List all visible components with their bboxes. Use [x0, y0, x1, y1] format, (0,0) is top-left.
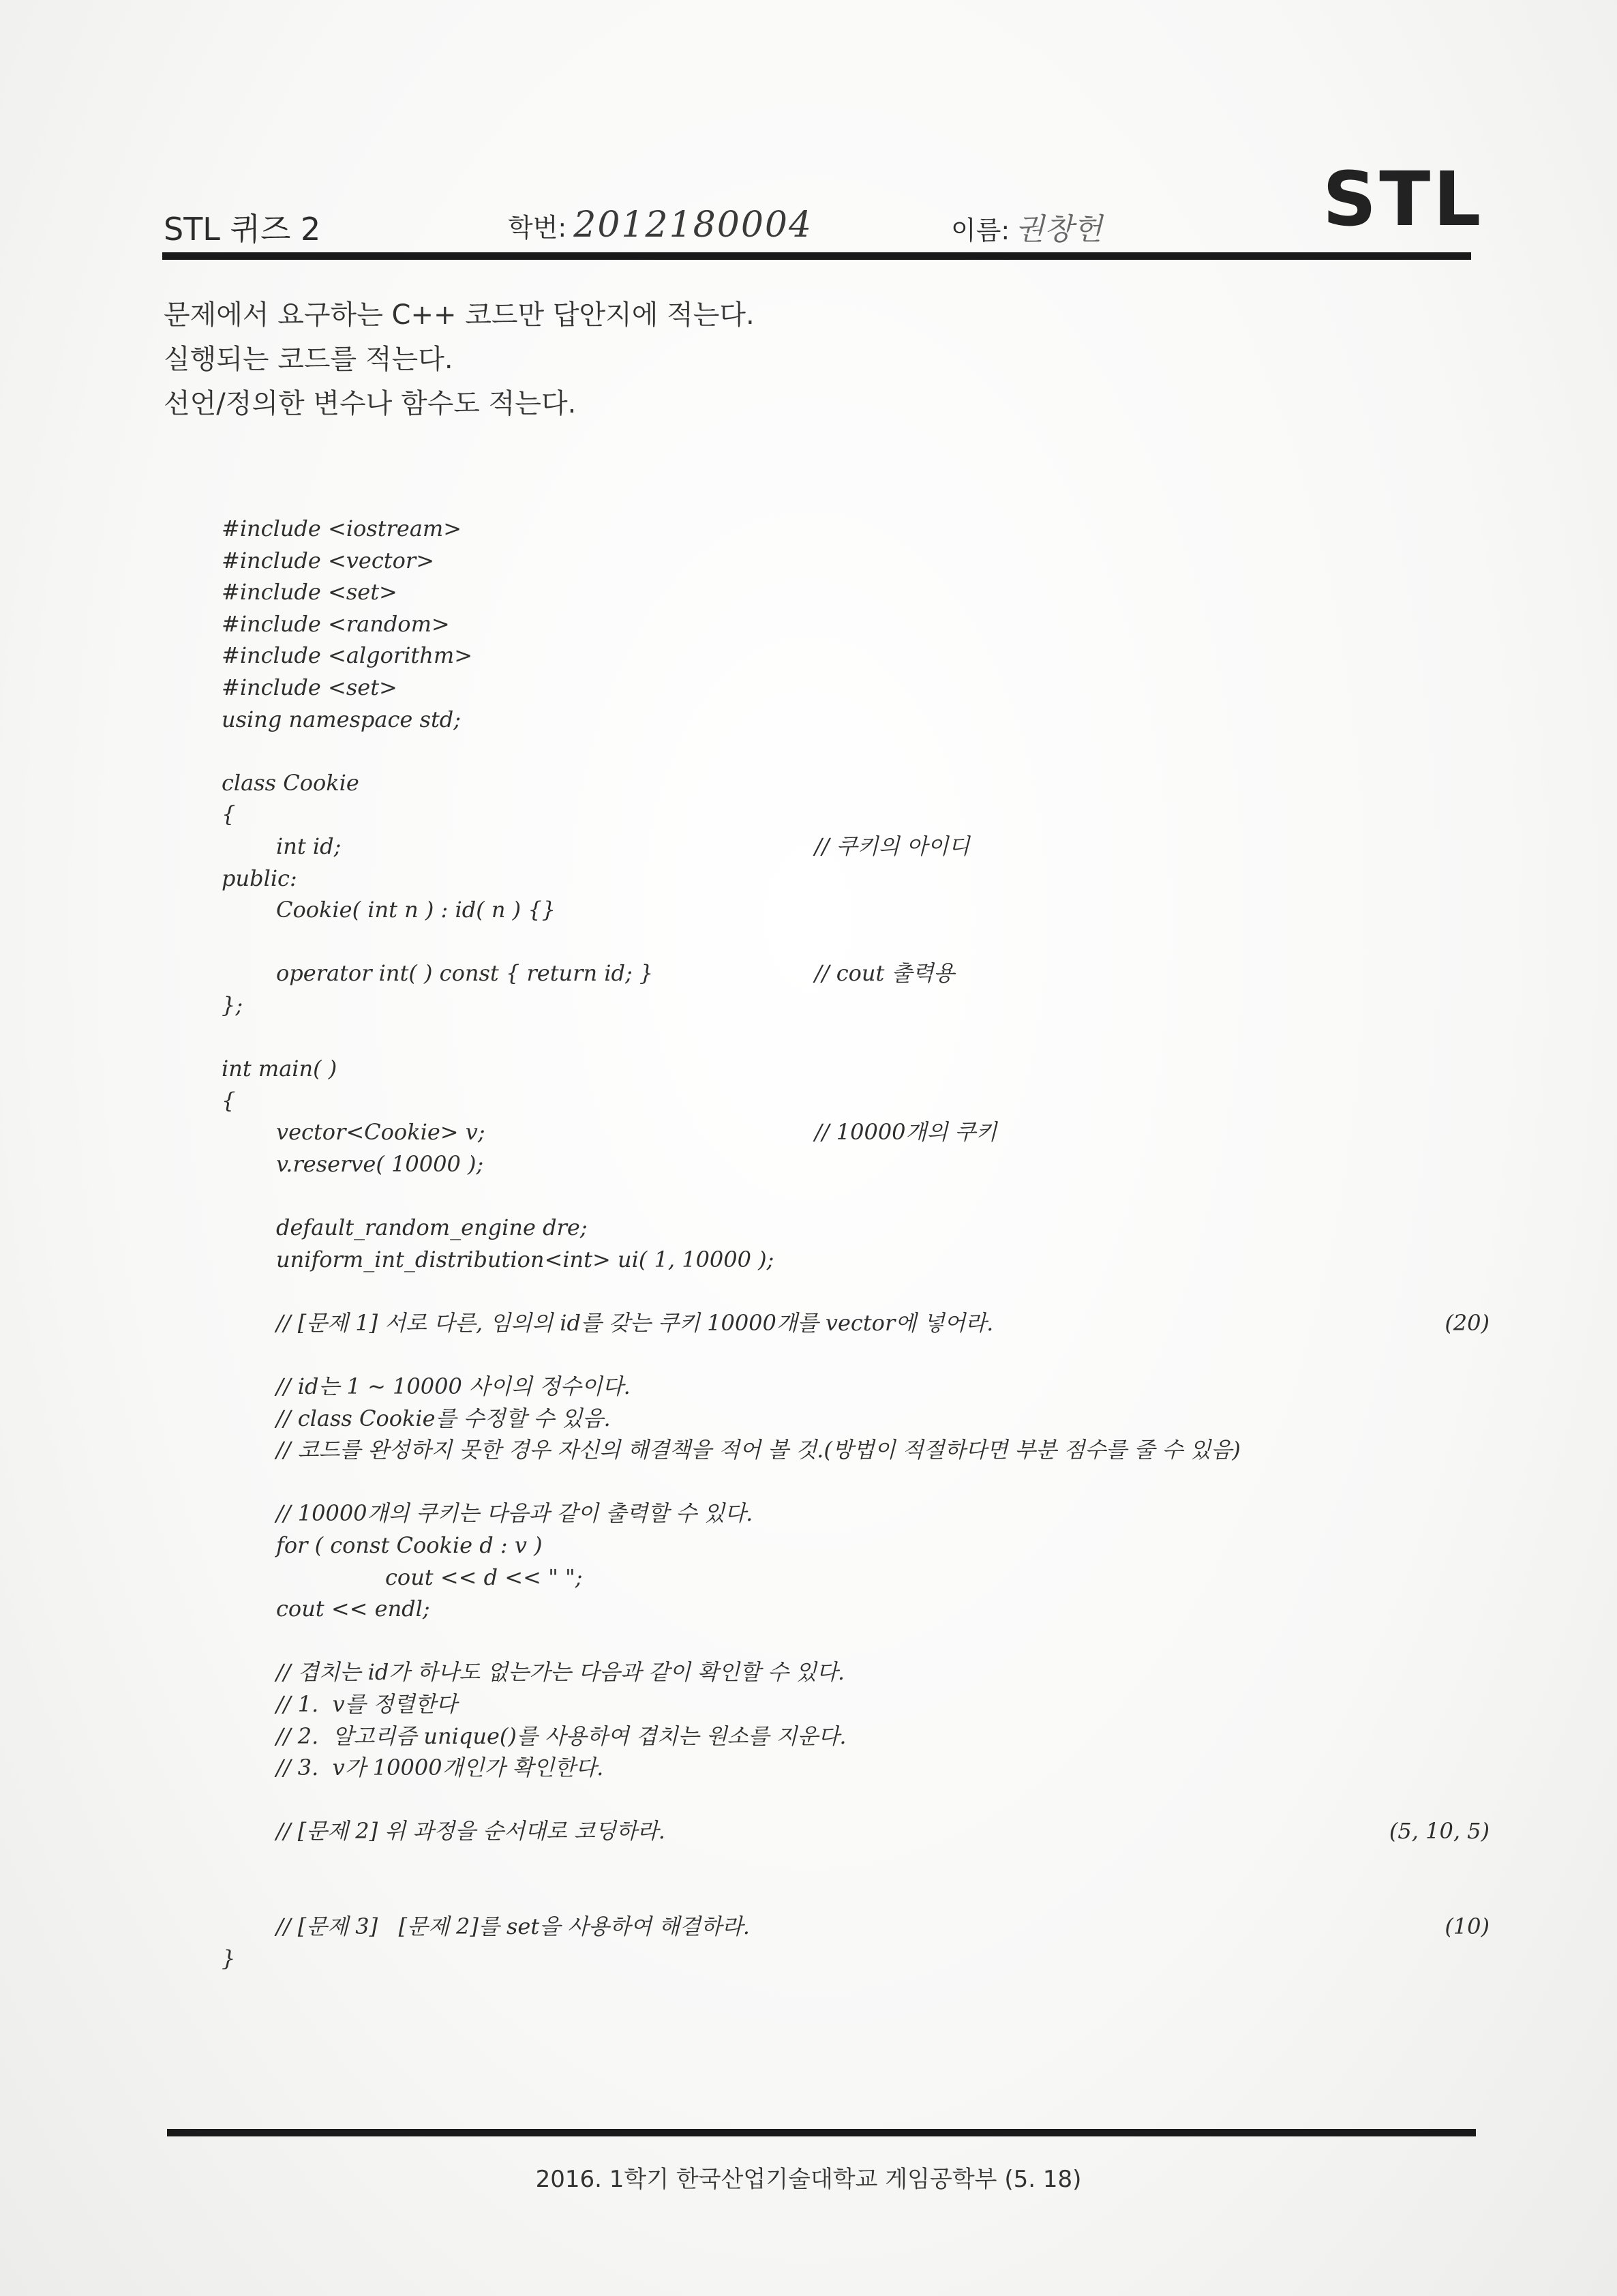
student-id-label: 학번:: [508, 213, 567, 243]
code-text: #include <random>: [222, 610, 450, 637]
code-text: int main( ): [222, 1056, 337, 1082]
code-line: [222, 989, 1490, 1022]
code-listing: [222, 513, 1490, 1974]
student-id-field: [508, 205, 813, 245]
code-text: #include <set>: [222, 579, 397, 606]
quiz-title: STL 퀴즈 2: [164, 211, 321, 248]
code-line: [222, 1593, 1490, 1625]
code-text: }: [222, 1945, 236, 1971]
code-blank-line: [222, 735, 1490, 767]
code-text: default_random_engine dre;: [276, 1214, 588, 1241]
code-line: [222, 1053, 1490, 1085]
code-text: #include <set>: [222, 674, 397, 700]
header-divider: [162, 252, 1471, 260]
problem-2-score: (5, 10, 5): [1389, 1818, 1490, 1845]
student-name-handwritten: 권창헌: [1015, 212, 1102, 247]
code-blank-line: [222, 1022, 1490, 1054]
code-line: [222, 1688, 1490, 1720]
code-line: [222, 1497, 1490, 1530]
code-text: public:: [222, 865, 297, 891]
code-text: cout << endl;: [276, 1596, 430, 1622]
code-line: [222, 1403, 1490, 1435]
code-line: [222, 1148, 1490, 1180]
problem-2-text: // [문제 2] 위 과정을 순서대로 코딩하라.: [276, 1818, 665, 1845]
code-text: // 2. 알고리즘 unique()를 사용하여 겹치는 원소를 지운다.: [276, 1723, 847, 1749]
problem-1-score: (20): [1445, 1309, 1490, 1336]
code-line: [222, 1434, 1490, 1466]
code-line: [222, 545, 1490, 577]
code-text: // 겹치는 id가 하나도 없는가는 다음과 같이 확인할 수 있다.: [276, 1659, 845, 1686]
code-text: Cookie( int n ) : id( n ) {}: [276, 897, 556, 923]
code-line: [222, 640, 1490, 672]
code-text: int id;: [276, 833, 342, 859]
code-blank-line: [222, 1625, 1490, 1657]
code-blank-line: [222, 1847, 1490, 1879]
code-text: // 코드를 완성하지 못한 경우 자신의 해결책을 적어 볼 것.(방법이 적절하다면 부분 점수를 줄 수 있음): [276, 1437, 1241, 1463]
code-text: // 10000개의 쿠키는 다음과 같이 출력할 수 있다.: [276, 1500, 753, 1527]
problem-3-text: // [문제 3] [문제 2]를 set을 사용하여 해결하라.: [276, 1913, 750, 1940]
code-text: {: [222, 1087, 236, 1114]
code-text: vector<Cookie> v;: [276, 1119, 485, 1146]
code-line: [222, 1116, 1490, 1148]
instruction-line: 문제에서 요구하는 C++ 코드만 답안지에 적는다.: [164, 299, 755, 331]
code-text: uniform_int_distribution<int> ui( 1, 10000 );: [276, 1246, 774, 1272]
code-comment: // 쿠키의 아이디: [815, 833, 970, 859]
code-text: operator int( ) const { return id; }: [276, 960, 654, 987]
code-blank-line: [222, 1275, 1490, 1307]
code-line: [222, 1656, 1490, 1688]
code-text: #include <iostream>: [222, 516, 462, 541]
code-line: [222, 767, 1490, 799]
code-blank-line: [222, 1466, 1490, 1498]
code-line: [222, 576, 1490, 608]
code-line: [222, 1530, 1490, 1562]
code-blank-line: [222, 1879, 1490, 1911]
code-blank-line: [222, 926, 1490, 958]
code-line: [222, 513, 1490, 545]
code-line: [222, 799, 1490, 831]
code-line: [222, 672, 1490, 704]
code-text: for ( const Cookie d : v ): [276, 1532, 543, 1558]
code-text: // class Cookie를 수정할 수 있음.: [276, 1405, 611, 1431]
code-line: [222, 1562, 1490, 1594]
student-name-label: 이름:: [951, 215, 1010, 245]
footer-divider: [167, 2129, 1476, 2136]
code-blank-line: [222, 1784, 1490, 1816]
problem-3-score: (10): [1445, 1913, 1490, 1940]
code-comment: // 10000개의 쿠키: [815, 1119, 997, 1146]
code-line: [222, 957, 1490, 989]
code-text: // 3. v가 10000개인가 확인한다.: [276, 1755, 604, 1781]
code-line: [222, 1244, 1490, 1276]
code-line: [222, 1943, 1490, 1975]
code-text: // 1. v를 정렬한다: [276, 1690, 457, 1717]
code-text: class Cookie: [222, 769, 359, 796]
code-blank-line: [222, 1339, 1490, 1371]
code-line: [222, 608, 1490, 640]
code-line: [222, 1307, 1490, 1339]
code-line: [222, 831, 1490, 863]
code-text: // id는 1 ~ 10000 사이의 정수이다.: [276, 1373, 631, 1400]
code-text: cout << d << " ";: [385, 1564, 583, 1590]
code-text: {: [222, 801, 236, 828]
stl-logo: STL: [1323, 155, 1484, 243]
code-text: using namespace std;: [222, 706, 462, 732]
code-line: [222, 894, 1490, 926]
code-text: #include <algorithm>: [222, 642, 473, 669]
code-text: v.reserve( 10000 );: [276, 1150, 484, 1177]
code-blank-line: [222, 1180, 1490, 1212]
instruction-line: 실행되는 코드를 적는다.: [164, 344, 453, 375]
code-line: [222, 704, 1490, 736]
student-id-handwritten: 2012180004: [573, 205, 813, 245]
code-line: [222, 1720, 1490, 1753]
code-text: };: [222, 992, 243, 1018]
student-name-field: [951, 205, 1102, 248]
code-line: [222, 1085, 1490, 1117]
code-line: [222, 1371, 1490, 1403]
code-line: [222, 1911, 1490, 1943]
code-line: [222, 1752, 1490, 1784]
code-line: [222, 1212, 1490, 1244]
code-comment: // cout 출력용: [815, 960, 955, 987]
problem-1-text: // [문제 1] 서로 다른, 임의의 id를 갖는 쿠키 10000개를 vector에 넣어라.: [276, 1309, 994, 1336]
code-text: #include <vector>: [222, 547, 434, 573]
code-line: [222, 863, 1490, 895]
instruction-line: 선언/정의한 변수나 함수도 적는다.: [164, 388, 577, 419]
footer-text: 2016. 1학기 한국산업기술대학교 게임공학부 (5. 18): [535, 2166, 1082, 2193]
code-line: [222, 1815, 1490, 1847]
